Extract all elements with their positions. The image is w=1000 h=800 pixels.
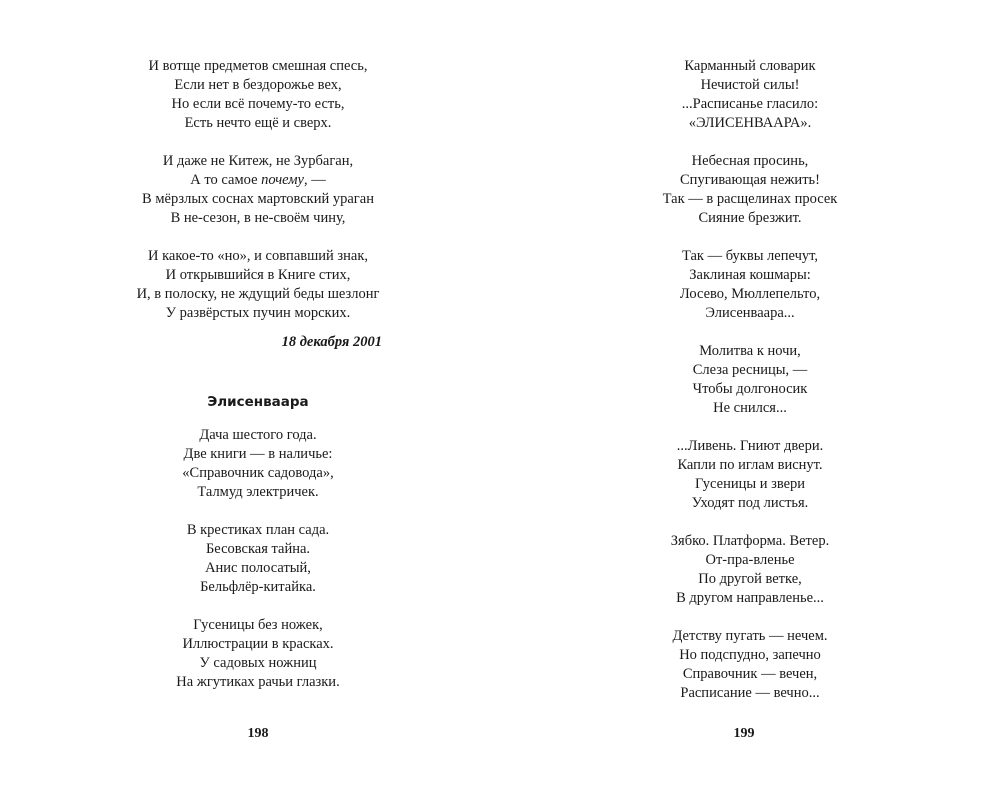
stanza (632, 342, 868, 418)
stanza (128, 521, 388, 597)
verse-line: Если нет в бездорожье вех, (174, 77, 342, 93)
verse-line: Зябко. Платформа. Ветер. (670, 533, 830, 549)
verse-line: И какое-то «но», и совпавший знак, (148, 248, 368, 264)
left-text-column (128, 57, 388, 711)
verse-emphasis: почему (261, 172, 304, 188)
verse-line: И вотще предметов смешная спесь, (148, 58, 368, 74)
verse-line: И даже не Китеж, не Зурбаган, (162, 153, 354, 169)
stanza (632, 532, 868, 608)
verse-line: Гусеницы без ножек, (193, 617, 323, 633)
stanza (128, 57, 388, 133)
stanza (128, 616, 388, 692)
verse-line: В мёрзлых соснах мартовский ураган (142, 191, 374, 207)
verse-line: У садовых ножниц (199, 655, 317, 671)
verse-line: Детству пугать — нечем. (672, 628, 828, 644)
verse-line: От-пра-вленье (705, 552, 795, 568)
stanza (128, 426, 388, 502)
stanza (632, 152, 868, 228)
verse-line: Справочник — вечен, (682, 666, 818, 682)
verse-line: Есть нечто ещё и сверх. (184, 115, 332, 131)
verse-line: По другой ветке, (698, 571, 802, 587)
verse-line: У развёрстых пучин морских. (165, 305, 351, 321)
verse-line: Капли по иглам виснут. (677, 457, 823, 473)
verse-line: Талмуд электричек. (197, 484, 319, 500)
verse-line: Не снился... (713, 400, 787, 416)
verse-line: Две книги — в наличье: (183, 446, 333, 462)
verse-text: А то самое (190, 172, 262, 188)
verse-text: , — (303, 172, 326, 188)
verse-line: Заклиная кошмары: (689, 267, 811, 283)
poem-date: 18 декабря 2001 (281, 334, 382, 350)
page-number: 198 (247, 726, 269, 741)
verse-line: Расписание — вечно... (680, 685, 820, 701)
verse-line: Чтобы долгоносик (692, 381, 808, 397)
verse-line: В крестиках план сада. (186, 522, 330, 538)
right-text-column (632, 57, 868, 722)
verse-line: Так — в расщелинах просек (662, 191, 838, 207)
stanza (128, 152, 388, 228)
verse-line: «ЭЛИСЕНВААРА». (688, 115, 812, 131)
verse-line: Бельфлёр-китайка. (200, 579, 316, 595)
verse-line: В не-сезон, в не-своём чину, (170, 210, 346, 226)
verse-line: «Справочник садовода», (182, 465, 334, 481)
verse-line: Сияние брезжит. (698, 210, 802, 226)
verse-line: На жгутиках рачьи глазки. (176, 674, 340, 690)
page-number: 199 (733, 726, 755, 741)
verse-line: В другом направленье... (676, 590, 824, 606)
verse-line: Гусеницы и звери (694, 476, 806, 492)
verse-line: Бесовская тайна. (205, 541, 311, 557)
verse-line: Уходят под листья. (691, 495, 809, 511)
stanza (632, 247, 868, 323)
verse-line: Но если всё почему-то есть, (171, 96, 345, 112)
verse-line: Элисенваара... (705, 305, 795, 321)
stanza (632, 437, 868, 513)
verse-line: ...Ливень. Гниют двери. (676, 438, 824, 454)
verse-line: Слеза ресницы, — (692, 362, 808, 378)
verse-line: Так — буквы лепечут, (682, 248, 818, 264)
verse-line (128, 171, 388, 190)
verse-line: Иллюстрации в красках. (182, 636, 334, 652)
verse-line: Спугивающая нежить! (680, 172, 820, 188)
verse-line: Молитва к ночи, (699, 343, 801, 359)
verse-line: Анис полосатый, (205, 560, 311, 576)
verse-line: Карманный словарик (684, 58, 816, 74)
verse-line: Небесная просинь, (691, 153, 809, 169)
stanza (128, 247, 388, 323)
poem-title: Элисенваара (207, 394, 309, 410)
verse-line: И открывшийся в Книге стих, (165, 267, 351, 283)
stanza (632, 57, 868, 133)
verse-line: Лосево, Мюллепельто, (679, 286, 821, 302)
verse-line: ...Расписанье гласило: (681, 96, 819, 112)
stanza (632, 627, 868, 703)
verse-line: Нечистой силы! (700, 77, 800, 93)
verse-line: И, в полоску, не ждущий беды шезлонг (136, 286, 380, 302)
verse-line: Дача шестого года. (199, 427, 317, 443)
right-page (500, 0, 1000, 800)
verse-line: Но подспудно, запечно (679, 647, 821, 663)
